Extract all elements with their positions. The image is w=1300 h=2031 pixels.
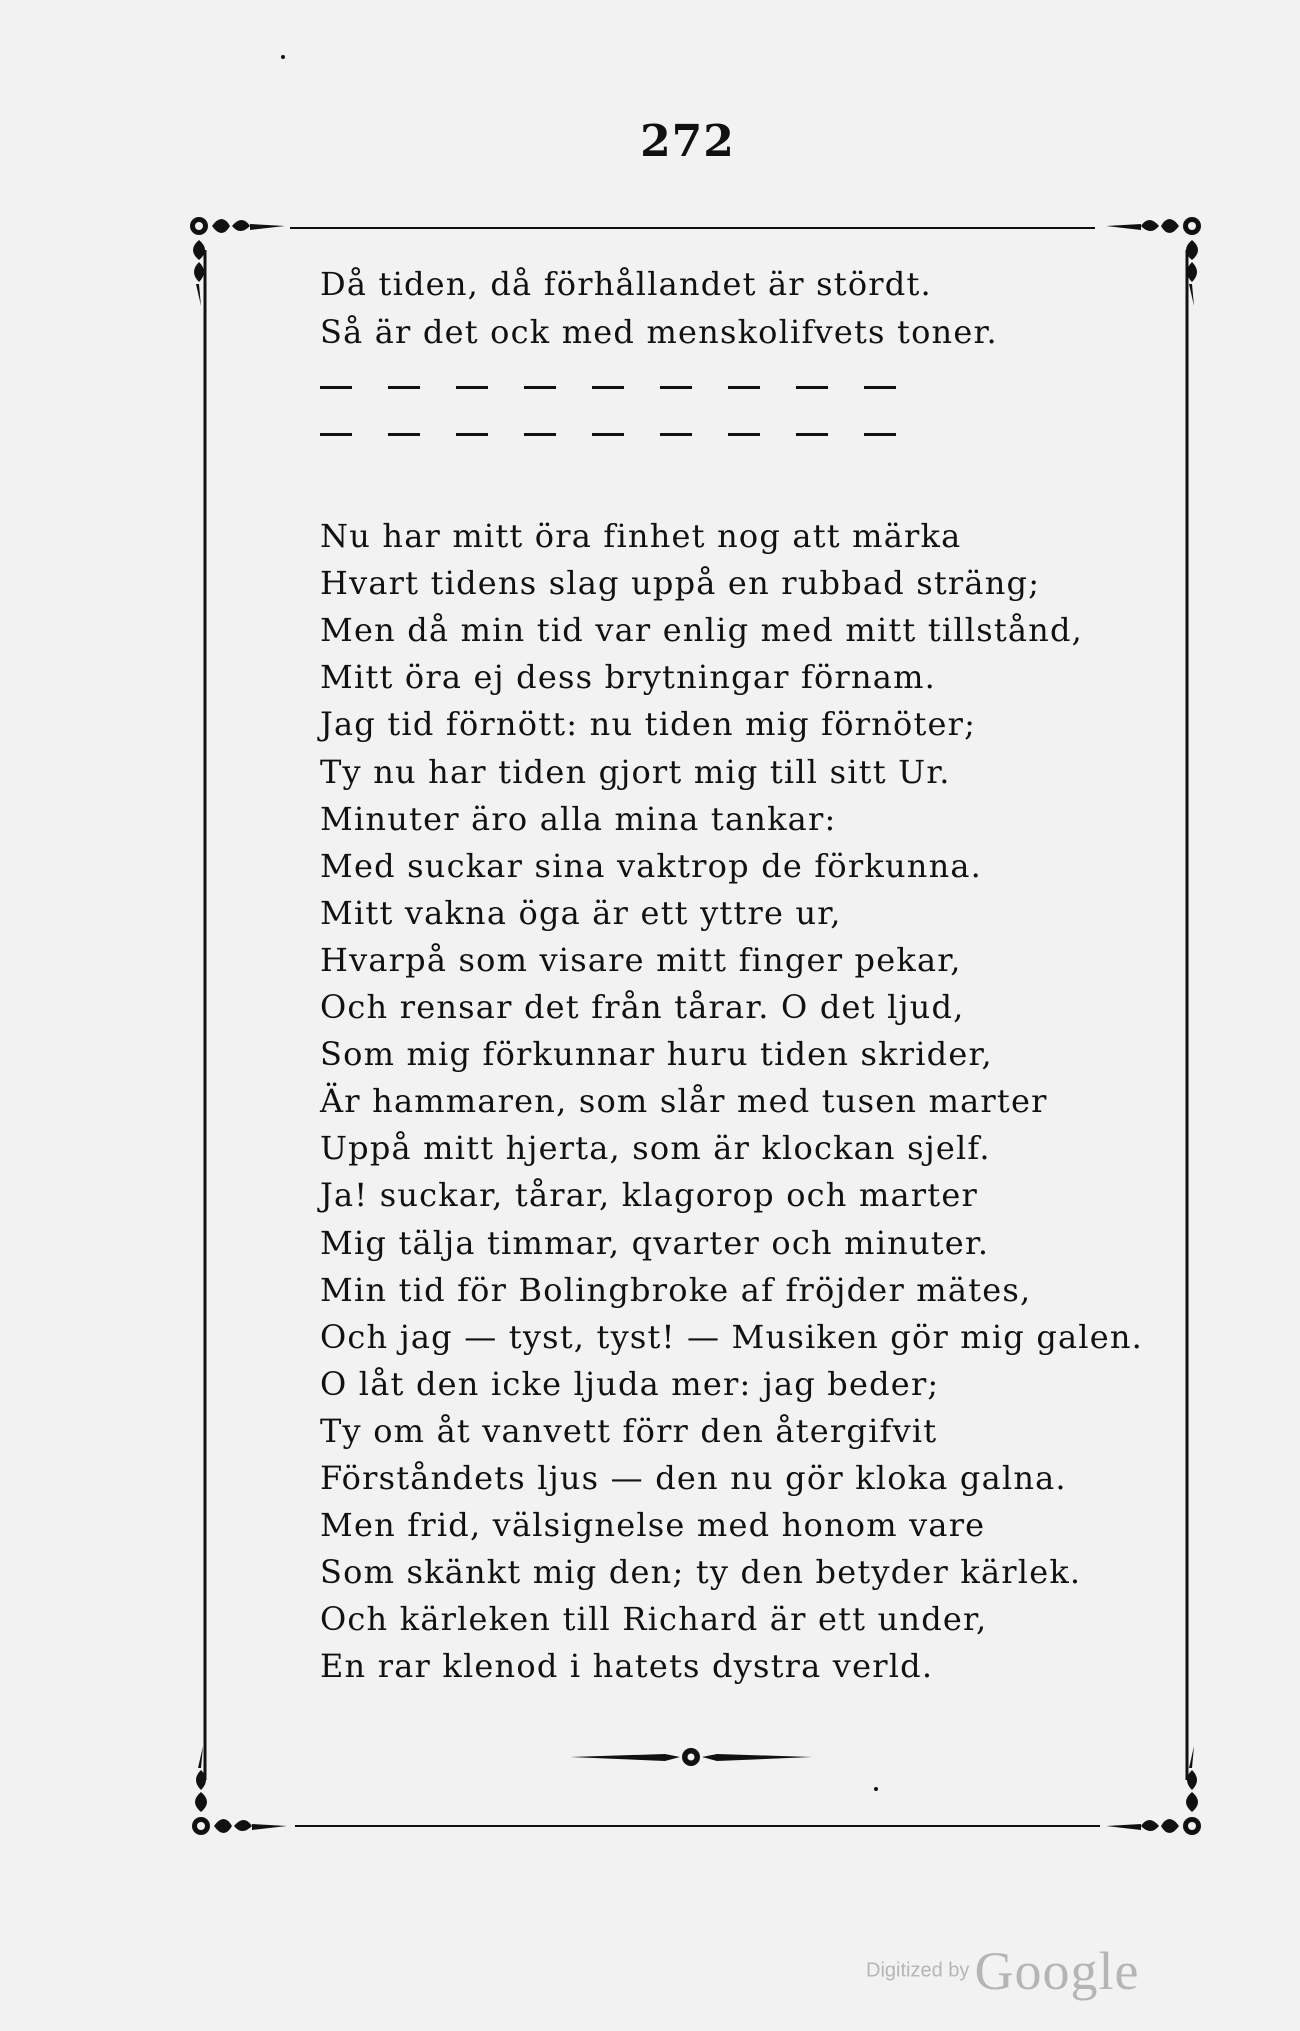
verse-line: Och rensar det från tårar. O det ljud, bbox=[320, 988, 965, 1026]
watermark-prefix: Digitized by bbox=[866, 1959, 970, 1982]
verse-line: Hvarpå som visare mitt finger pekar, bbox=[320, 940, 962, 979]
verse-line: Förståndets ljus — den nu gör kloka galna. bbox=[320, 1459, 1067, 1497]
verse-line: Men då min tid var enlig med mitt tillstånd, bbox=[320, 611, 1084, 650]
verse-line: Med suckar sina vaktrop de förkunna. bbox=[320, 846, 983, 885]
dash bbox=[388, 386, 420, 389]
verse-line: En rar klenod i hatets dystra verld. bbox=[320, 1647, 934, 1686]
dash bbox=[796, 433, 828, 436]
verse-line: Mitt öra ej dess brytningar förnam. bbox=[320, 658, 936, 697]
verse-line: Minuter äro alla mina tankar: bbox=[320, 799, 837, 838]
verse-line: Är hammaren, som slår med tusen marter bbox=[320, 1082, 1048, 1121]
verse-line: Så är det ock med menskolifvets toner. bbox=[320, 313, 998, 351]
dash bbox=[524, 433, 556, 436]
dash bbox=[796, 386, 828, 389]
dash bbox=[660, 433, 692, 436]
verse-line: Uppå mitt hjerta, som är klockan sjelf. bbox=[320, 1129, 991, 1168]
dash bbox=[592, 386, 624, 389]
dash bbox=[320, 386, 352, 389]
verse-line: Som mig förkunnar huru tiden skrider, bbox=[320, 1035, 993, 1074]
verse-line: Ty om åt vanvett förr den återgifvit bbox=[320, 1411, 938, 1450]
dash bbox=[864, 386, 896, 389]
verse-line: Nu har mitt öra finhet nog att märka bbox=[320, 517, 962, 555]
ellipsis-dash-row bbox=[320, 386, 932, 389]
dash bbox=[864, 433, 896, 436]
digitized-by-google-watermark bbox=[866, 1940, 1139, 2002]
dash bbox=[728, 386, 760, 389]
dash bbox=[388, 433, 420, 436]
verse-line: Hvart tidens slag uppå en rubbad sträng; bbox=[320, 564, 1041, 603]
dash bbox=[456, 386, 488, 389]
verse-line: Och jag — tyst, tyst! — Musiken gör mig galen. bbox=[320, 1317, 1144, 1356]
verse-line: Ty nu har tiden gjort mig till sitt Ur. bbox=[320, 752, 951, 791]
dash bbox=[320, 433, 352, 436]
ellipsis-dash-row bbox=[320, 433, 932, 436]
tailpiece-ornament bbox=[570, 1748, 812, 1766]
dash bbox=[524, 386, 556, 389]
dash bbox=[456, 433, 488, 436]
verse-line: O låt den icke ljuda mer: jag beder; bbox=[320, 1364, 940, 1403]
dash bbox=[592, 433, 624, 436]
watermark-brand: Google bbox=[974, 1941, 1140, 2001]
verse-line: Min tid för Bolingbroke af fröjder mätes, bbox=[320, 1270, 1032, 1309]
verse-line: Mig tälja timmar, qvarter och minuter. bbox=[320, 1223, 990, 1262]
page-number: 272 bbox=[640, 116, 735, 167]
verse-line: Men frid, välsignelse med honom vare bbox=[320, 1506, 986, 1545]
verse-line: Som skänkt mig den; ty den betyder kärlek. bbox=[320, 1553, 1082, 1592]
verse-line: Ja! suckar, tårar, klagorop och marter bbox=[320, 1176, 978, 1215]
verse-line: Mitt vakna öga är ett yttre ur, bbox=[320, 893, 842, 932]
verse-line: Och kärleken till Richard är ett under, bbox=[320, 1600, 988, 1639]
dash bbox=[728, 433, 760, 436]
verse-line: Då tiden, då förhållandet är stördt. bbox=[320, 265, 932, 303]
verse-line: Jag tid förnött: nu tiden mig förnöter; bbox=[320, 705, 977, 744]
dash bbox=[660, 386, 692, 389]
